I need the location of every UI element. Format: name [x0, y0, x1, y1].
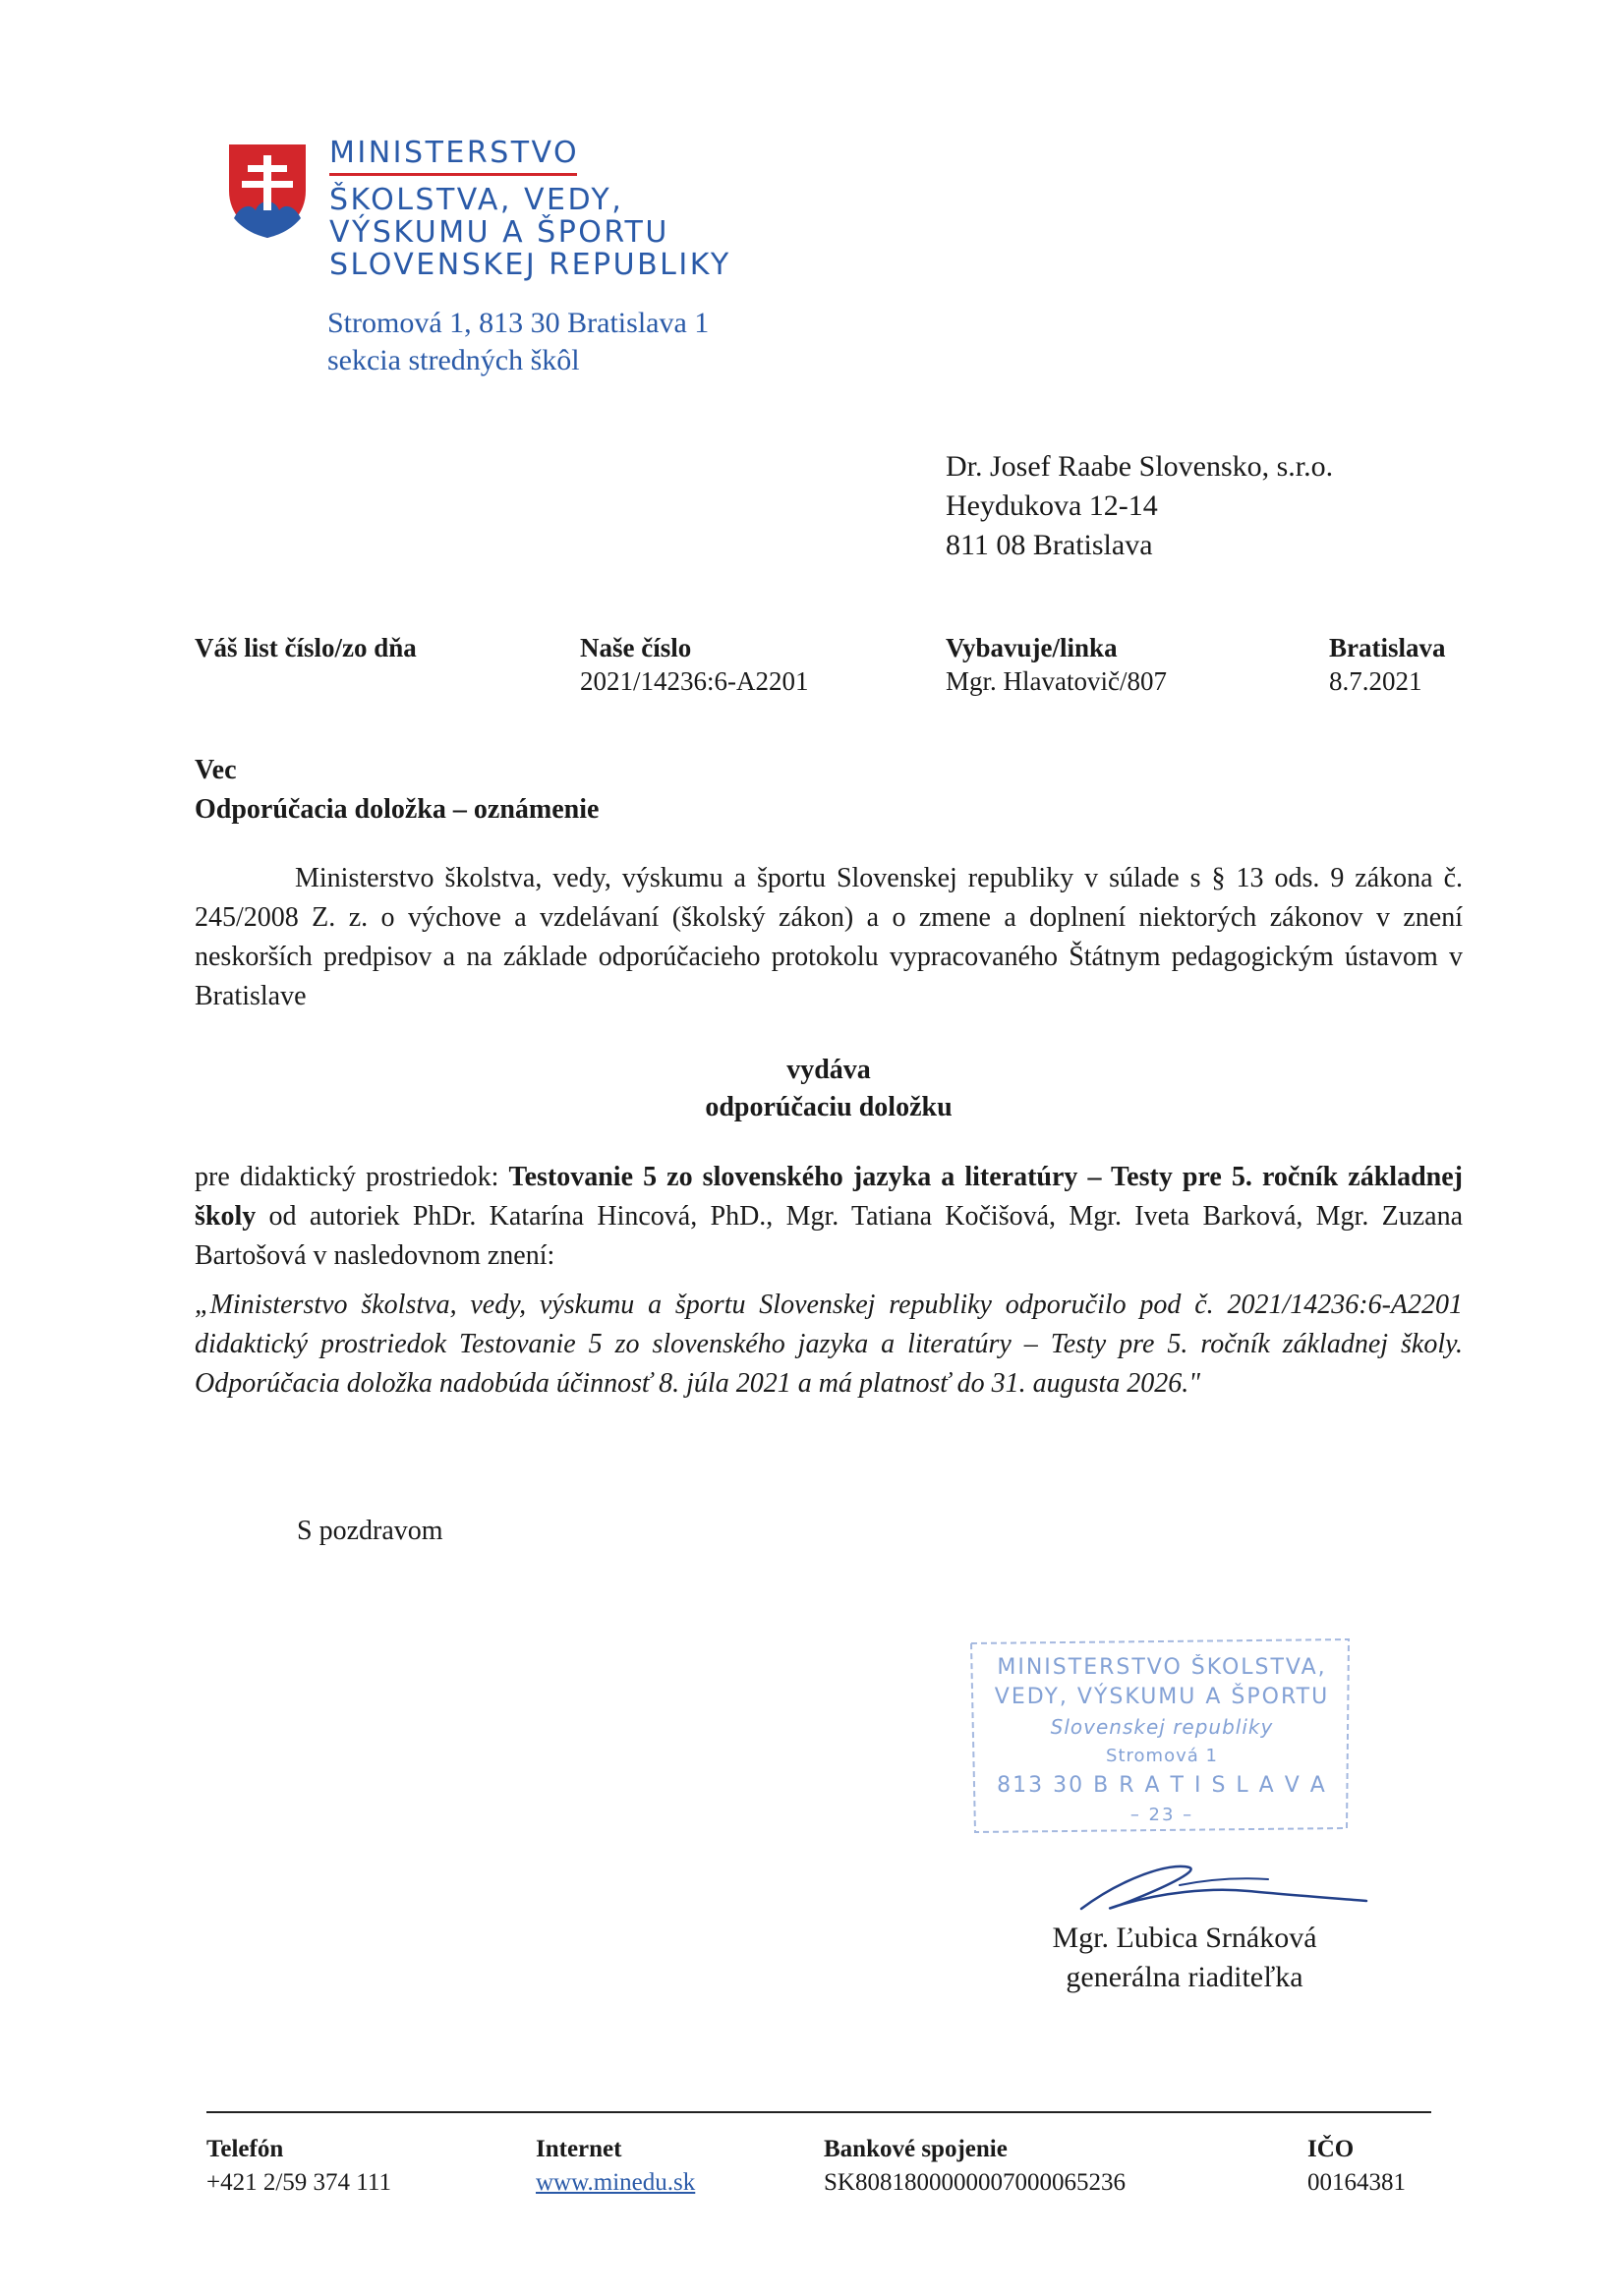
recipient-street: Heydukova 12-14 — [946, 489, 1158, 522]
ministry-line-3: VÝSKUMU A ŠPORTU — [329, 215, 669, 250]
ministry-line-1: MINISTERSTVO — [329, 136, 580, 170]
phone-value: +421 2/59 374 111 — [206, 2169, 391, 2196]
official-stamp — [975, 1653, 1349, 1830]
stamp-line-5: 813 30 B R A T I S L A V A — [997, 1773, 1327, 1798]
ministry-red-rule — [329, 173, 577, 176]
subject — [195, 751, 599, 830]
handled-by-value: Mgr. Hlavatovič/807 — [946, 666, 1167, 696]
footer-divider — [206, 2111, 1431, 2113]
stamp-line-4: Stromová 1 — [1106, 1746, 1218, 1766]
issues-line-2: odporúčaciu doložku — [705, 1092, 953, 1122]
subject-title: Odporúčacia doložka – oznámenie — [195, 794, 600, 825]
signer-block — [1012, 1919, 1357, 1997]
place-label: Bratislava — [1329, 633, 1446, 662]
didactic-paragraph — [195, 1158, 1463, 1276]
quoted-statement: „Ministerstvo školstva, vedy, výskumu a športu Slovenskej republiky odporučilo pod č. 2021/14236:6-A2201 didaktický prostriedok Testovanie 5 zo slovenského jazyka a literatúry – Testy pre 5. ročník základnej školy. Odporúčacia doložka nadobúda účinnosť 8. júla 2021 a má platnosť do 31. augusta 2026." — [195, 1290, 1463, 1399]
signer-title: generálna riaditeľka — [1066, 1961, 1303, 1993]
recipient-city: 811 08 Bratislava — [946, 529, 1153, 561]
recipient-name: Dr. Josef Raabe Slovensko, s.r.o. — [946, 450, 1334, 483]
issues-line-1: vydáva — [786, 1055, 871, 1085]
didactic-prefix: pre didaktický prostriedok: — [195, 1162, 509, 1192]
signer-name: Mgr. Ľubica Srnáková — [1052, 1922, 1317, 1954]
address-line-2: sekcia stredných škôl — [327, 344, 580, 376]
ministry-line-4: SLOVENSKEJ REPUBLIKY — [329, 248, 731, 282]
phone-label: Telefón — [206, 2136, 284, 2162]
didactic-title: Testovanie 5 zo slovenského jazyka a literatúry – Testy pre 5. ročník základnej školy — [195, 1162, 1463, 1232]
regards: S pozdravom — [297, 1516, 443, 1546]
ministry-line-2: ŠKOLSTVA, VEDY, — [329, 183, 624, 217]
bank-iban: SK8081800000007000065236 — [824, 2169, 1126, 2196]
handled-by-label: Vybavuje/linka — [946, 633, 1118, 662]
stamp-line-2: VEDY, VÝSKUMU A ŠPORTU — [994, 1685, 1330, 1709]
footer-phone — [206, 2133, 391, 2200]
didactic-suffix: od autoriek PhDr. Katarína Hincová, PhD., Mgr. Tatiana Kočišová, Mgr. Iveta Barková, Mgr. Zuzana Bartošová v nasledovnom znení: — [195, 1201, 1463, 1271]
your-letter-label: Váš list číslo/zo dňa — [195, 633, 417, 662]
our-number-label: Naše číslo — [580, 633, 692, 662]
website-link[interactable]: www.minedu.sk — [536, 2169, 696, 2196]
ico-label: IČO — [1307, 2136, 1355, 2162]
place-date-field — [1329, 631, 1446, 698]
our-number-value: 2021/14236:6-A2201 — [580, 666, 809, 696]
slovak-coat-of-arms-icon — [226, 142, 309, 240]
stamp-line-3: Slovenskej republiky — [1050, 1715, 1274, 1739]
intro-paragraph-text: Ministerstvo školstva, vedy, výskumu a športu Slovenskej republiky v súlade s § 13 ods. 9 zákona č. 245/2008 Z. z. o výchove a vzdelávaní (školský zákon) a o zmene a doplnení niektorých zákonov v znení neskorších predpisov a na základe odporúčacieho protokolu vypracovaného Štátnym pedagogickým ústavom v Bratislave — [195, 863, 1463, 1011]
your-letter-field — [195, 631, 417, 664]
footer-internet — [536, 2133, 695, 2200]
internet-label: Internet — [536, 2136, 622, 2162]
subject-label: Vec — [195, 755, 237, 785]
issues-heading — [195, 1052, 1463, 1126]
ministry-name — [329, 136, 731, 281]
ico-value: 00164381 — [1307, 2169, 1406, 2196]
date-value: 8.7.2021 — [1329, 666, 1422, 696]
our-number-field — [580, 631, 809, 698]
stamp-line-6: – 23 – — [1129, 1805, 1194, 1825]
ministry-address — [327, 305, 709, 379]
intro-paragraph — [195, 859, 1463, 1016]
footer-ico — [1307, 2133, 1406, 2200]
handled-by-field — [946, 631, 1167, 698]
bank-label: Bankové spojenie — [824, 2136, 1008, 2162]
stamp-line-1: MINISTERSTVO ŠKOLSTVA, — [997, 1655, 1327, 1680]
recipient-address — [946, 447, 1333, 565]
address-line-1: Stromová 1, 813 30 Bratislava 1 — [327, 307, 710, 339]
footer-bank — [824, 2133, 1126, 2200]
